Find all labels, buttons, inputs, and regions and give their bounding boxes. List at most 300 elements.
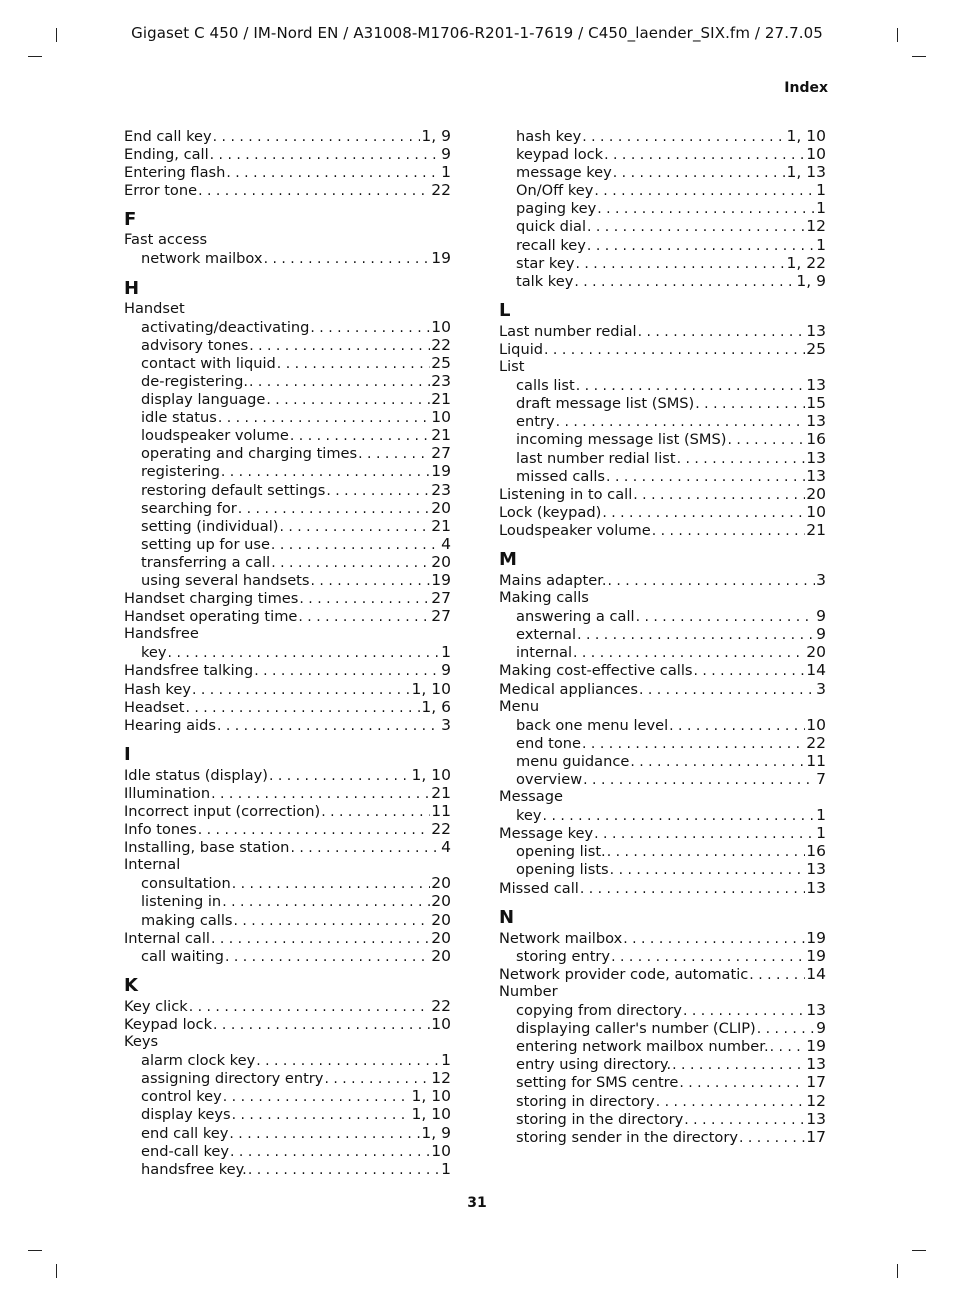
entry-page-ref: 7	[816, 770, 826, 788]
dot-leader	[185, 699, 420, 716]
entry-term: Internal call	[124, 929, 210, 947]
dot-leader	[266, 391, 430, 408]
index-entry	[499, 698, 826, 716]
entry-page-ref: 15	[806, 394, 826, 413]
index-entry	[124, 680, 451, 698]
dot-leader	[573, 644, 805, 661]
entry-term: network mailbox	[141, 250, 263, 268]
entry-term: quick dial	[516, 218, 586, 236]
entry-term: displaying caller's number (CLIP)	[516, 1020, 756, 1038]
index-entry	[499, 589, 826, 607]
dot-leader	[271, 536, 440, 553]
index-letter-heading: N	[499, 906, 515, 928]
index-letter-heading: K	[124, 974, 138, 996]
dot-leader	[218, 409, 430, 426]
dot-leader	[597, 200, 815, 217]
index-subentry	[499, 163, 826, 181]
entry-term: menu guidance	[516, 752, 630, 770]
page-number: 31	[467, 1195, 487, 1211]
dot-leader	[221, 463, 430, 480]
entry-page-ref: 12	[431, 1069, 451, 1088]
entry-term: display language	[141, 391, 266, 409]
index-subentry	[124, 1160, 451, 1178]
entry-term: Headset	[124, 698, 185, 716]
index-entry	[499, 680, 826, 698]
dot-leader	[669, 717, 805, 734]
entry-term: Hearing aids	[124, 716, 216, 734]
dot-leader	[229, 1125, 420, 1142]
entry-page-ref: 13	[806, 1001, 826, 1020]
entry-page-ref: 22	[431, 335, 451, 354]
dot-leader	[672, 1056, 805, 1073]
index-subentry	[499, 734, 826, 752]
entry-page-ref: 9	[816, 607, 826, 626]
index-entry	[499, 661, 826, 679]
entry-term: Error tone	[124, 182, 198, 200]
index-entry	[499, 879, 826, 897]
index-subentry	[499, 1037, 826, 1055]
entry-page-ref: 12	[806, 217, 826, 236]
entry-page-ref: 25	[431, 353, 451, 372]
dot-leader	[556, 413, 806, 430]
dot-leader	[577, 626, 815, 643]
dot-leader	[249, 337, 430, 354]
dot-leader	[264, 250, 431, 267]
index-subentry	[124, 1105, 451, 1123]
entry-term: message key	[516, 164, 612, 182]
index-entry	[499, 503, 826, 521]
dot-leader	[248, 1161, 440, 1178]
dot-leader	[636, 608, 816, 625]
entry-term: Entering flash	[124, 164, 226, 182]
entry-term: Ending, call	[124, 146, 209, 164]
dot-leader	[633, 486, 805, 503]
entry-page-ref: 14	[806, 964, 826, 983]
dot-leader	[587, 237, 815, 254]
dot-leader	[232, 875, 431, 892]
index-subentry	[499, 716, 826, 734]
entry-term: entry using directory.	[516, 1056, 672, 1074]
dot-leader	[607, 843, 806, 860]
entry-term: end-call key	[141, 1142, 230, 1160]
index-subentry	[499, 181, 826, 199]
index-subentry	[499, 947, 826, 965]
entry-term: handsfree key.	[141, 1160, 247, 1178]
dot-leader	[602, 504, 805, 521]
index-subentry	[124, 892, 451, 910]
index-subentry	[124, 1087, 451, 1105]
entry-term: loudspeaker volume	[141, 427, 289, 445]
entry-term: Handsfree	[124, 625, 199, 643]
entry-page-ref: 1, 10	[411, 1105, 451, 1124]
entry-page-ref: 21	[431, 426, 451, 445]
entry-page-ref: 10	[431, 317, 451, 336]
index-entry	[124, 698, 451, 716]
entry-page-ref: 13	[806, 412, 826, 431]
entry-page-ref: 17	[806, 1127, 826, 1146]
dot-leader	[695, 395, 805, 412]
entry-term: Handsfree talking	[124, 662, 254, 680]
entry-page-ref: 13	[806, 1055, 826, 1074]
entry-term: Handset operating time	[124, 608, 298, 626]
entry-page-ref: 10	[806, 502, 826, 521]
entry-term: alarm clock key	[141, 1052, 256, 1070]
index-subentry	[124, 390, 451, 408]
dot-leader	[608, 572, 816, 589]
index-subentry	[499, 770, 826, 788]
index-subentry	[124, 535, 451, 553]
entry-page-ref: 1, 22	[786, 253, 826, 272]
entry-term: contact with liquid	[141, 354, 276, 372]
index-subentry	[499, 1001, 826, 1019]
entry-page-ref: 3	[816, 570, 826, 589]
dot-leader	[279, 518, 430, 535]
index-entry	[499, 322, 826, 340]
index-subentry	[499, 199, 826, 217]
entry-term: assigning directory entry	[141, 1070, 324, 1088]
index-entry	[124, 661, 451, 679]
entry-term: advisory tones	[141, 336, 249, 354]
entry-page-ref: 1, 10	[786, 127, 826, 145]
index-entry	[124, 163, 451, 181]
entry-term: Internal	[124, 856, 181, 874]
dot-leader	[271, 554, 430, 571]
entry-term: opening list.	[516, 843, 606, 861]
entry-page-ref: 20	[431, 892, 451, 911]
index-subentry	[124, 444, 451, 462]
entry-page-ref: 20	[431, 946, 451, 965]
entry-term: Medical appliances	[499, 680, 638, 698]
entry-term: control key	[141, 1088, 222, 1106]
dot-leader	[679, 1074, 805, 1091]
dot-leader	[254, 662, 440, 679]
dot-leader	[574, 273, 795, 290]
index-entry	[124, 607, 451, 625]
dot-leader	[213, 1016, 430, 1033]
index-entry	[124, 145, 451, 163]
index-subentry	[124, 354, 451, 372]
entry-page-ref: 21	[431, 516, 451, 535]
entry-page-ref: 1	[441, 163, 451, 182]
dot-leader	[321, 803, 430, 820]
index-entry	[124, 802, 451, 820]
index-subentry	[124, 1142, 451, 1160]
entry-term: hash key	[516, 128, 582, 145]
dot-leader	[358, 445, 430, 462]
entry-page-ref: 27	[431, 589, 451, 608]
entry-term: last number redial list	[516, 449, 676, 467]
entry-page-ref: 19	[806, 928, 826, 947]
entry-page-ref: 21	[431, 390, 451, 409]
entry-page-ref: 9	[816, 625, 826, 644]
dot-leader	[693, 662, 805, 679]
dot-leader	[739, 1129, 805, 1146]
index-subentry	[499, 1055, 826, 1073]
dot-leader	[269, 767, 411, 784]
entry-page-ref: 13	[806, 1109, 826, 1128]
entry-term: Handset charging times	[124, 590, 299, 608]
entry-page-ref: 11	[806, 751, 826, 770]
entry-term: opening lists	[516, 861, 609, 879]
entry-term: Key click	[124, 997, 188, 1015]
dot-leader	[290, 839, 440, 856]
dot-leader	[630, 753, 805, 770]
entry-page-ref: 1	[816, 806, 826, 825]
index-subentry	[124, 1069, 451, 1087]
entry-term: Loudspeaker volume	[499, 521, 651, 539]
dot-leader	[544, 341, 805, 358]
index-subentry	[499, 842, 826, 860]
crop-mark	[897, 1264, 898, 1278]
dot-leader	[277, 355, 430, 372]
index-subentry	[124, 1051, 451, 1069]
entry-page-ref: 1, 9	[421, 127, 451, 145]
entry-page-ref: 19	[806, 1037, 826, 1056]
index-subentry	[499, 1073, 826, 1091]
dot-leader	[256, 1052, 440, 1069]
index-subentry	[499, 394, 826, 412]
dot-leader	[770, 1038, 806, 1055]
dot-leader	[610, 861, 806, 878]
entry-page-ref: 20	[431, 552, 451, 571]
crop-mark	[56, 1264, 57, 1278]
index-subentry	[124, 408, 451, 426]
entry-term: Message	[499, 788, 563, 806]
entry-page-ref: 25	[806, 339, 826, 358]
entry-term: call waiting	[141, 947, 224, 965]
entry-term: End call key	[124, 128, 212, 145]
entry-term: Number	[499, 982, 558, 1000]
entry-page-ref: 16	[806, 842, 826, 861]
index-entry	[499, 929, 826, 947]
index-subentry	[124, 643, 451, 661]
index-subentry	[499, 607, 826, 625]
dot-leader	[582, 735, 805, 752]
index-letter-heading: L	[499, 299, 511, 321]
entry-term: Network mailbox	[499, 929, 623, 947]
index-subentry	[124, 553, 451, 571]
index-letter-heading: I	[124, 743, 131, 765]
section-title: Index	[784, 80, 828, 96]
dot-leader	[656, 1093, 806, 1110]
entry-term: making calls	[141, 911, 233, 929]
dot-leader	[299, 590, 430, 607]
dot-leader	[587, 218, 805, 235]
entry-page-ref: 10	[806, 145, 826, 164]
entry-page-ref: 1	[441, 643, 451, 662]
entry-page-ref: 3	[816, 679, 826, 698]
entry-page-ref: 1, 10	[411, 765, 451, 784]
entry-term: paging key	[516, 200, 597, 218]
dot-leader	[189, 998, 431, 1015]
entry-page-ref: 1	[816, 181, 826, 200]
dot-leader	[727, 431, 805, 448]
entry-page-ref: 22	[431, 996, 451, 1015]
entry-page-ref: 13	[806, 321, 826, 340]
dot-leader	[606, 468, 805, 485]
index-entry	[124, 127, 451, 145]
entry-page-ref: 9	[441, 145, 451, 164]
index-subentry	[124, 249, 451, 267]
entry-term: draft message list (SMS)	[516, 395, 695, 413]
dot-leader	[623, 930, 805, 947]
dot-leader	[230, 1143, 430, 1160]
dot-leader	[580, 880, 805, 897]
entry-page-ref: 13	[806, 466, 826, 485]
index-entry	[124, 997, 451, 1015]
entry-term: Lock (keypad)	[499, 503, 602, 521]
entry-term: idle status	[141, 409, 217, 427]
dot-leader	[684, 1111, 805, 1128]
entry-page-ref: 27	[431, 607, 451, 626]
index-entry	[124, 1033, 451, 1051]
index-subentry	[124, 1124, 451, 1142]
entry-term: storing in directory	[516, 1092, 655, 1110]
dot-leader	[290, 427, 430, 444]
entry-term: Idle status (display)	[124, 766, 268, 784]
entry-term: keypad lock	[516, 146, 604, 164]
entry-page-ref: 21	[431, 783, 451, 802]
entry-page-ref: 20	[806, 643, 826, 662]
dot-leader	[198, 182, 430, 199]
entry-page-ref: 4	[441, 838, 451, 857]
entry-term: storing sender in the directory	[516, 1128, 738, 1146]
entry-page-ref: 1	[441, 1051, 451, 1070]
entry-page-ref: 1, 10	[411, 1087, 451, 1106]
entry-page-ref: 1	[816, 235, 826, 254]
index-subentry	[124, 481, 451, 499]
entry-term: Network provider code, automatic	[499, 965, 749, 983]
dot-leader	[638, 323, 806, 340]
index-subentry	[499, 127, 826, 145]
index-entry	[124, 784, 451, 802]
index-subentry	[499, 806, 826, 824]
entry-page-ref: 11	[431, 802, 451, 820]
dot-leader	[198, 821, 431, 838]
index-subentry	[124, 426, 451, 444]
index-entry	[124, 1015, 451, 1033]
entry-term: Keypad lock	[124, 1015, 213, 1033]
entry-term: Handset	[124, 299, 185, 317]
entry-term: Message key	[499, 825, 594, 843]
index-subentry	[499, 1092, 826, 1110]
dot-leader	[757, 1020, 815, 1037]
index-subentry	[124, 499, 451, 517]
entry-term: Mains adapter.	[499, 571, 607, 589]
dot-leader	[611, 948, 805, 965]
dot-leader	[238, 500, 431, 517]
index-entry	[499, 521, 826, 539]
index-subentry	[499, 860, 826, 878]
entry-page-ref: 13	[806, 878, 826, 897]
index-entry	[499, 358, 826, 376]
index-subentry	[499, 1110, 826, 1128]
crop-mark	[912, 56, 926, 57]
entry-term: setting for SMS centre	[516, 1074, 679, 1092]
entry-page-ref: 10	[431, 1014, 451, 1033]
entry-term: Listening in to call	[499, 485, 633, 503]
entry-term: star key	[516, 254, 575, 272]
entry-term: On/Off key	[516, 182, 594, 200]
entry-page-ref: 10	[806, 715, 826, 734]
entry-term: Last number redial	[499, 322, 637, 340]
dot-leader	[223, 1088, 411, 1105]
entry-page-ref: 27	[431, 444, 451, 463]
entry-page-ref: 1	[816, 199, 826, 218]
entry-term: Missed call	[499, 879, 579, 897]
dot-leader	[211, 785, 430, 802]
dot-leader	[613, 164, 786, 181]
entry-term: Liquid	[499, 340, 544, 358]
entry-term: internal	[516, 644, 572, 662]
dot-leader	[298, 608, 430, 625]
entry-page-ref: 1, 10	[411, 679, 451, 698]
dot-leader	[192, 681, 411, 698]
dot-leader	[222, 893, 430, 910]
entry-term: transferring a call	[141, 553, 271, 571]
entry-page-ref: 9	[441, 661, 451, 680]
index-entry	[499, 340, 826, 358]
dot-leader	[310, 319, 430, 336]
entry-page-ref: 22	[806, 733, 826, 752]
index-entry	[124, 300, 451, 318]
entry-term: activating/deactivating	[141, 318, 310, 336]
entry-page-ref: 23	[431, 480, 451, 499]
index-entry	[499, 571, 826, 589]
dot-leader	[594, 825, 815, 842]
entry-page-ref: 12	[806, 1091, 826, 1110]
index-subentry	[499, 272, 826, 290]
index-entry	[124, 589, 451, 607]
index-subentry	[499, 752, 826, 770]
index-entry	[499, 824, 826, 842]
crop-mark	[28, 56, 42, 57]
entry-page-ref: 20	[431, 928, 451, 947]
entry-term: calls list	[516, 377, 575, 395]
entry-page-ref: 14	[806, 661, 826, 680]
entry-term: de-registering.	[141, 372, 248, 390]
entry-term: key	[141, 644, 167, 662]
dot-leader	[594, 182, 815, 199]
index-subentry	[499, 412, 826, 430]
entry-term: Installing, base station	[124, 839, 290, 857]
crop-mark	[912, 1250, 926, 1251]
entry-term: recall key	[516, 236, 586, 254]
entry-term: back one menu level	[516, 716, 669, 734]
entry-term: external	[516, 626, 577, 644]
index-entry	[124, 231, 451, 249]
index-subentry	[124, 874, 451, 892]
index-subentry	[499, 643, 826, 661]
entry-term: consultation	[141, 875, 231, 893]
entry-term: Incorrect input (correction)	[124, 803, 321, 820]
index-subentry	[124, 462, 451, 480]
dot-leader	[576, 377, 806, 394]
entry-term: storing entry	[516, 947, 611, 965]
entry-page-ref: 1, 13	[786, 163, 826, 182]
entry-page-ref: 1, 9	[796, 271, 826, 290]
index-subentry	[124, 318, 451, 336]
index-subentry	[499, 254, 826, 272]
dot-leader	[213, 128, 421, 145]
index-column-right	[499, 127, 826, 1146]
entry-page-ref: 19	[431, 570, 451, 589]
entry-page-ref: 1, 6	[421, 697, 451, 716]
index-entry	[499, 965, 826, 983]
entry-term: setting (individual)	[141, 517, 279, 535]
index-subentry	[499, 217, 826, 235]
dot-leader	[677, 450, 806, 467]
